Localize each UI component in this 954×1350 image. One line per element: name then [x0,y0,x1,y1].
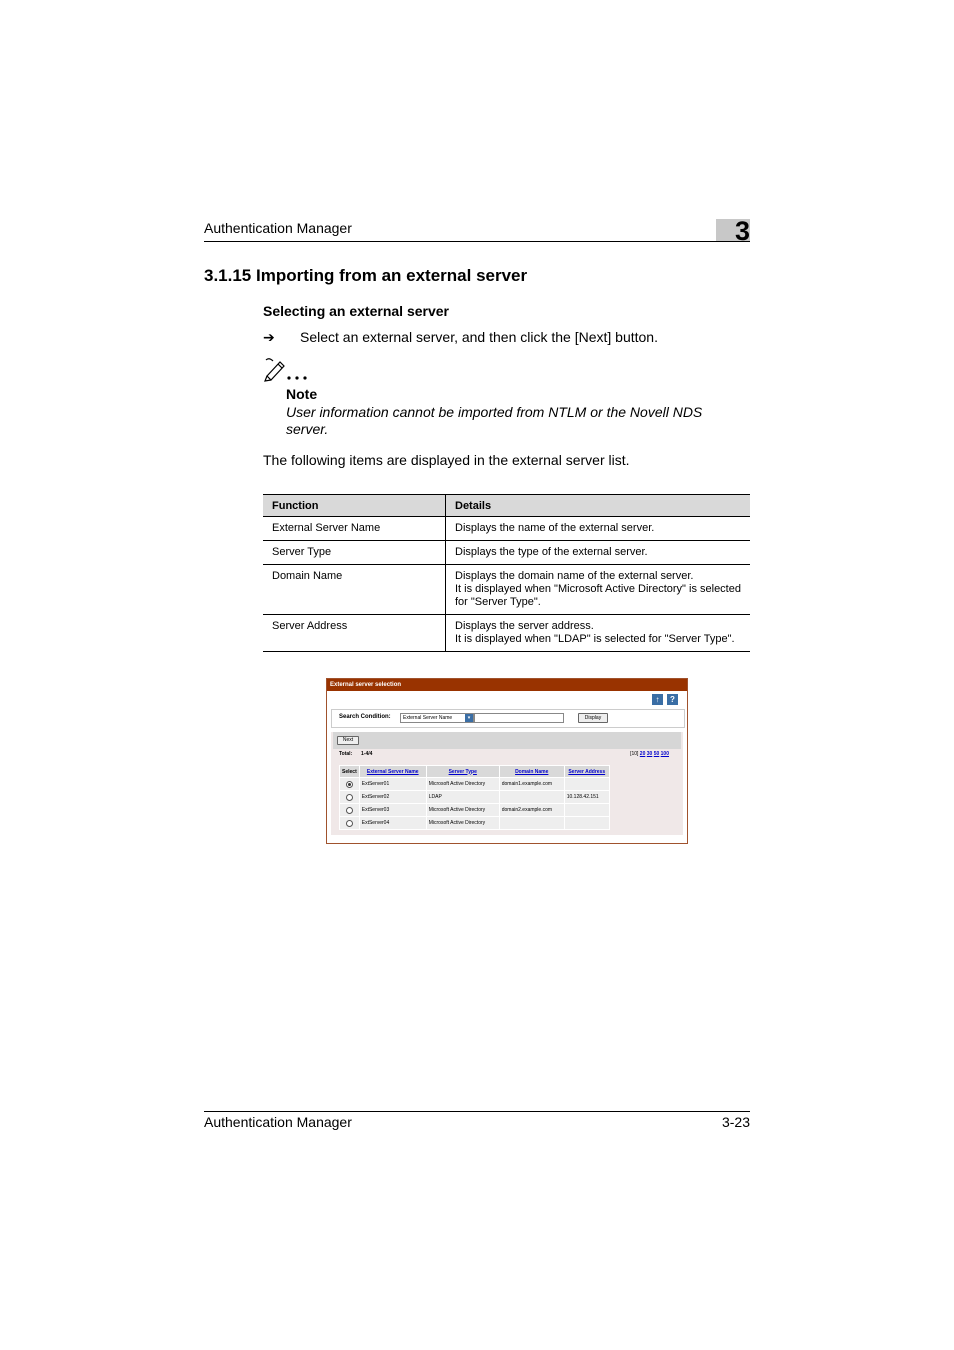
page-size-link[interactable]: 50 [653,751,660,757]
display-button[interactable]: Display [578,713,608,723]
details-cell [446,615,751,652]
search-condition-label: Search Condition: [339,714,391,720]
select-cell [340,804,360,817]
table-row [340,778,610,791]
total-label: Total: [339,751,353,757]
help-icon[interactable]: ? [667,694,678,705]
server-name-cell: ExtServer02 [359,791,426,804]
server-address-cell [564,778,609,791]
table-row [263,615,750,652]
column-header-function: Function [263,495,446,517]
server-list-header [340,766,610,778]
select-cell [340,817,360,830]
search-condition-bar [331,709,685,728]
screenshot-title-bar: External server selection [327,679,687,691]
server-type-cell: Microsoft Active Directory [426,778,499,791]
table-row [263,541,750,565]
select-radio[interactable] [346,794,353,801]
subsection-title: Selecting an external server [263,303,449,319]
details-line: It is displayed when "Microsoft Active Directory" is selected for "Server Type". [455,583,741,608]
note-label: Note [286,386,318,402]
running-header-title: Authentication Manager [204,220,352,236]
table-row [263,565,750,615]
running-footer-title: Authentication Manager [204,1114,352,1130]
details-line: Displays the type of the external server. [455,546,648,558]
server-list-table [339,765,610,830]
server-address-cell: 10.128.42.151 [564,791,609,804]
server-type-cell: Microsoft Active Directory [426,804,499,817]
page-size-link[interactable]: 30 [646,751,653,757]
step-arrow-icon: ➔ [263,329,275,345]
server-address-cell [564,817,609,830]
page-number: 3-23 [721,1114,750,1130]
search-condition-select[interactable] [400,713,474,723]
domain-name-cell: domain1.example.com [499,778,564,791]
page-size-link[interactable]: 20 [639,751,646,757]
server-type-cell: LDAP [426,791,499,804]
page-size-current: [10] [630,751,639,757]
function-cell: Server Type [263,541,446,565]
table-row [340,804,610,817]
section-title: 3.1.15 Importing from an external server [204,266,528,285]
select-cell [340,791,360,804]
function-cell: Domain Name [263,565,446,615]
server-type-cell: Microsoft Active Directory [426,817,499,830]
details-line: It is displayed when "LDAP" is selected for "Server Type". [455,633,735,645]
search-input[interactable] [474,713,564,723]
select-radio[interactable] [346,820,353,827]
next-button[interactable]: Next [337,736,359,745]
select-cell [340,778,360,791]
pencil-note-icon [263,356,313,382]
column-header-type[interactable]: Server Type [426,766,499,778]
up-arrow-icon[interactable]: ↑ [652,694,663,705]
domain-name-cell: domain2.example.com [499,804,564,817]
column-header-details: Details [446,495,751,517]
server-name-cell: ExtServer03 [359,804,426,817]
page-size-link[interactable]: 100 [660,751,669,757]
details-line: Displays the domain name of the external server. [455,570,694,582]
intro-paragraph: The following items are displayed in the external server list. [263,452,630,468]
table-row [340,817,610,830]
details-cell [446,517,751,541]
details-cell [446,541,751,565]
domain-name-cell [499,791,564,804]
server-address-cell [564,804,609,817]
server-name-cell: ExtServer04 [359,817,426,830]
function-details-table [263,494,750,652]
header-rule [204,241,750,242]
domain-name-cell [499,817,564,830]
page-size-selector [630,751,669,757]
details-line: Displays the server address. [455,620,594,632]
column-header-address[interactable]: Server Address [564,766,609,778]
details-line: Displays the name of the external server. [455,522,655,534]
external-server-selection-screenshot [326,678,688,844]
details-cell [446,565,751,615]
action-bar [333,732,681,749]
step-text: Select an external server, and then click the [Next] button. [300,329,658,345]
table-row [340,791,610,804]
column-header-select: Select [340,766,360,778]
search-condition-value: External Server Name [403,715,453,721]
select-radio[interactable] [346,807,353,814]
function-cell: External Server Name [263,517,446,541]
select-radio[interactable] [346,781,353,788]
function-cell: Server Address [263,615,446,652]
footer-rule [204,1111,750,1112]
column-header-name[interactable]: External Server Name [359,766,426,778]
total-value: 1-4/4 [361,751,373,757]
note-text: User information cannot be imported from NTLM or the Novell NDS server. [286,404,703,437]
chevron-down-icon: ▾ [465,714,473,722]
chapter-number: 3 [734,216,750,246]
table-row [263,517,750,541]
table-header-row [263,495,750,517]
column-header-domain[interactable]: Domain Name [499,766,564,778]
server-name-cell: ExtServer01 [359,778,426,791]
